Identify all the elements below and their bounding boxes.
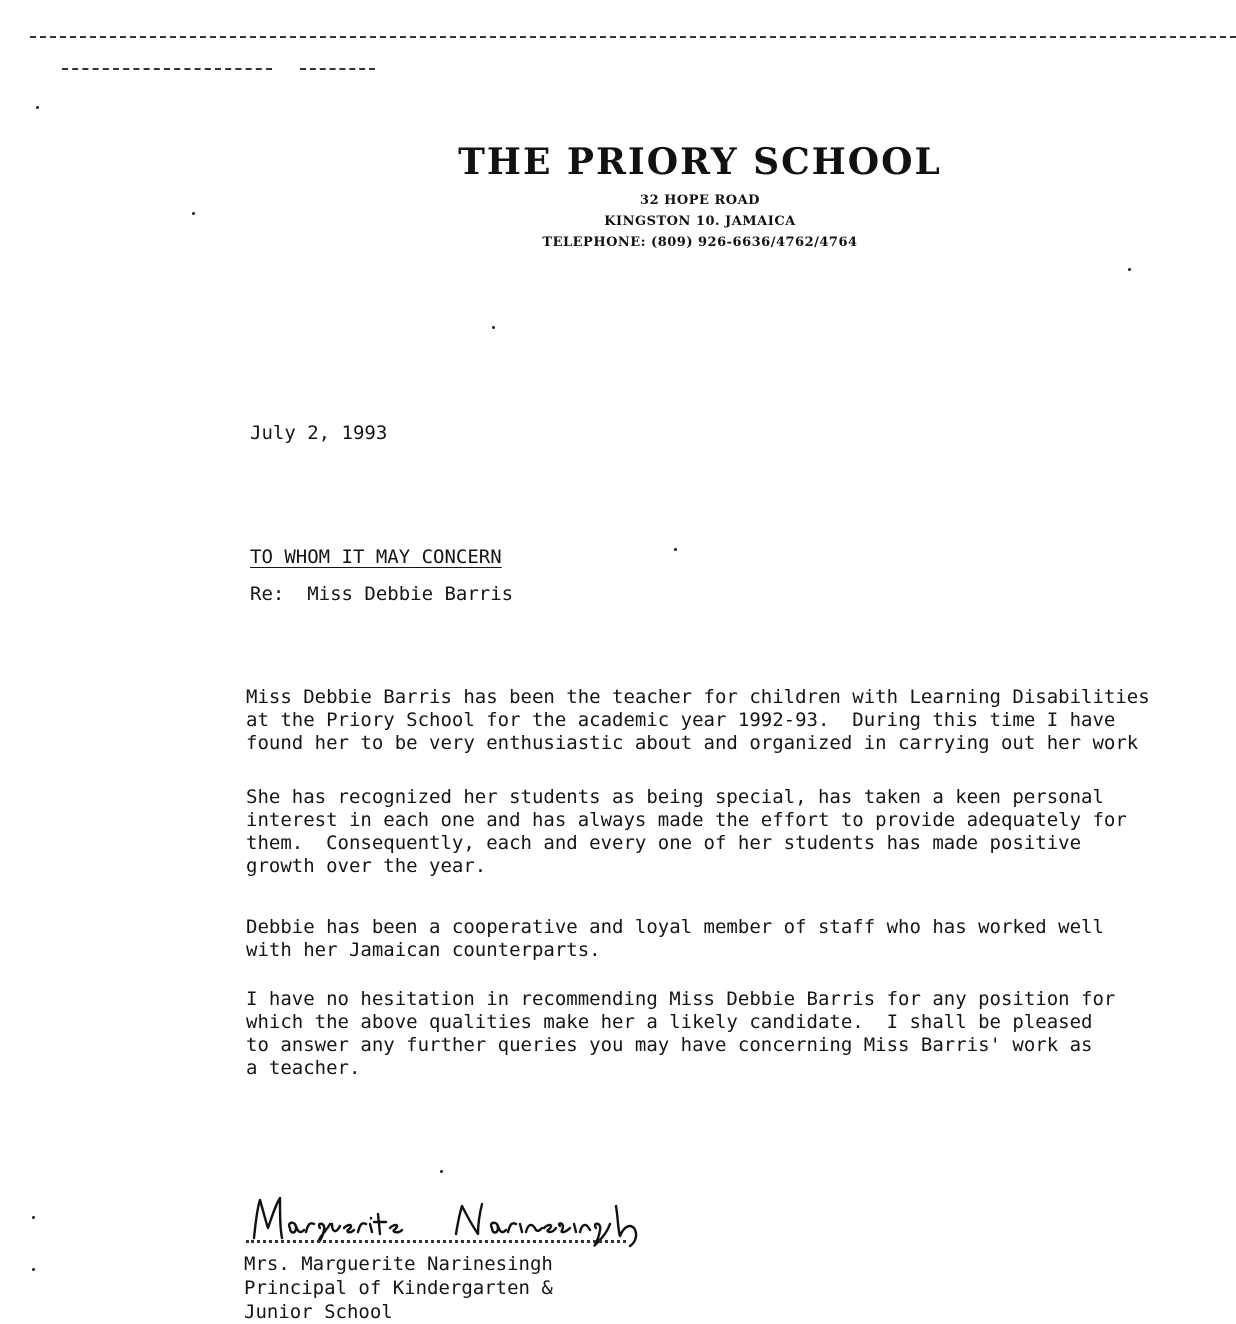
scan-speck (32, 1268, 35, 1271)
letter-subject: Re: Miss Debbie Barris (250, 583, 514, 605)
scan-speck (492, 326, 495, 329)
scan-speck (674, 548, 677, 551)
school-name: THE PRIORY SCHOOL (458, 141, 942, 183)
scan-artifact-line (30, 36, 1236, 38)
school-address (0, 190, 1236, 253)
scan-speck (440, 1170, 443, 1173)
scan-speck (1128, 268, 1131, 271)
letter-salutation: TO WHOM IT MAY CONCERN (250, 546, 502, 568)
letter-signoff: Mrs. Marguerite Narinesingh Principal of Kindergarten & Junior School (244, 1253, 553, 1323)
letter-paragraph: She has recognized her students as being special, has taken a keen personal interest in each one and has always made the effort to provide adequately for them. Consequently, each and every one of her students has made positive growth over the year. (246, 786, 1127, 877)
address-city: KINGSTON 10. JAMAICA (604, 214, 796, 229)
scan-artifact-line (300, 68, 375, 70)
scan-artifact-line (62, 68, 272, 70)
signature-line (246, 1240, 626, 1243)
letterhead (0, 140, 1236, 253)
address-street: 32 HOPE ROAD (640, 193, 760, 208)
handwritten-signature (246, 1188, 686, 1258)
letter-paragraph: Debbie has been a cooperative and loyal member of staff who has worked well with her Jamaican counterparts. (246, 916, 1104, 961)
letter-date: July 2, 1993 (250, 422, 388, 444)
letter-paragraph: I have no hesitation in recommending Miss Debbie Barris for any position for which the above qualities make her a likely candidate. I shall be pleased to answer any further queries you may have concerning Miss Barris' work as a teacher. (246, 988, 1116, 1079)
address-telephone: TELEPHONE: (809) 926-6636/4762/4764 (542, 235, 858, 250)
scan-speck (36, 106, 39, 109)
scan-speck (32, 1216, 35, 1219)
letter-paragraph: Miss Debbie Barris has been the teacher for children with Learning Disabilities at the Priory School for the academic year 1992-93. During this time I have found her to be very enthusiastic about and organized in carrying out her work (246, 686, 1150, 754)
